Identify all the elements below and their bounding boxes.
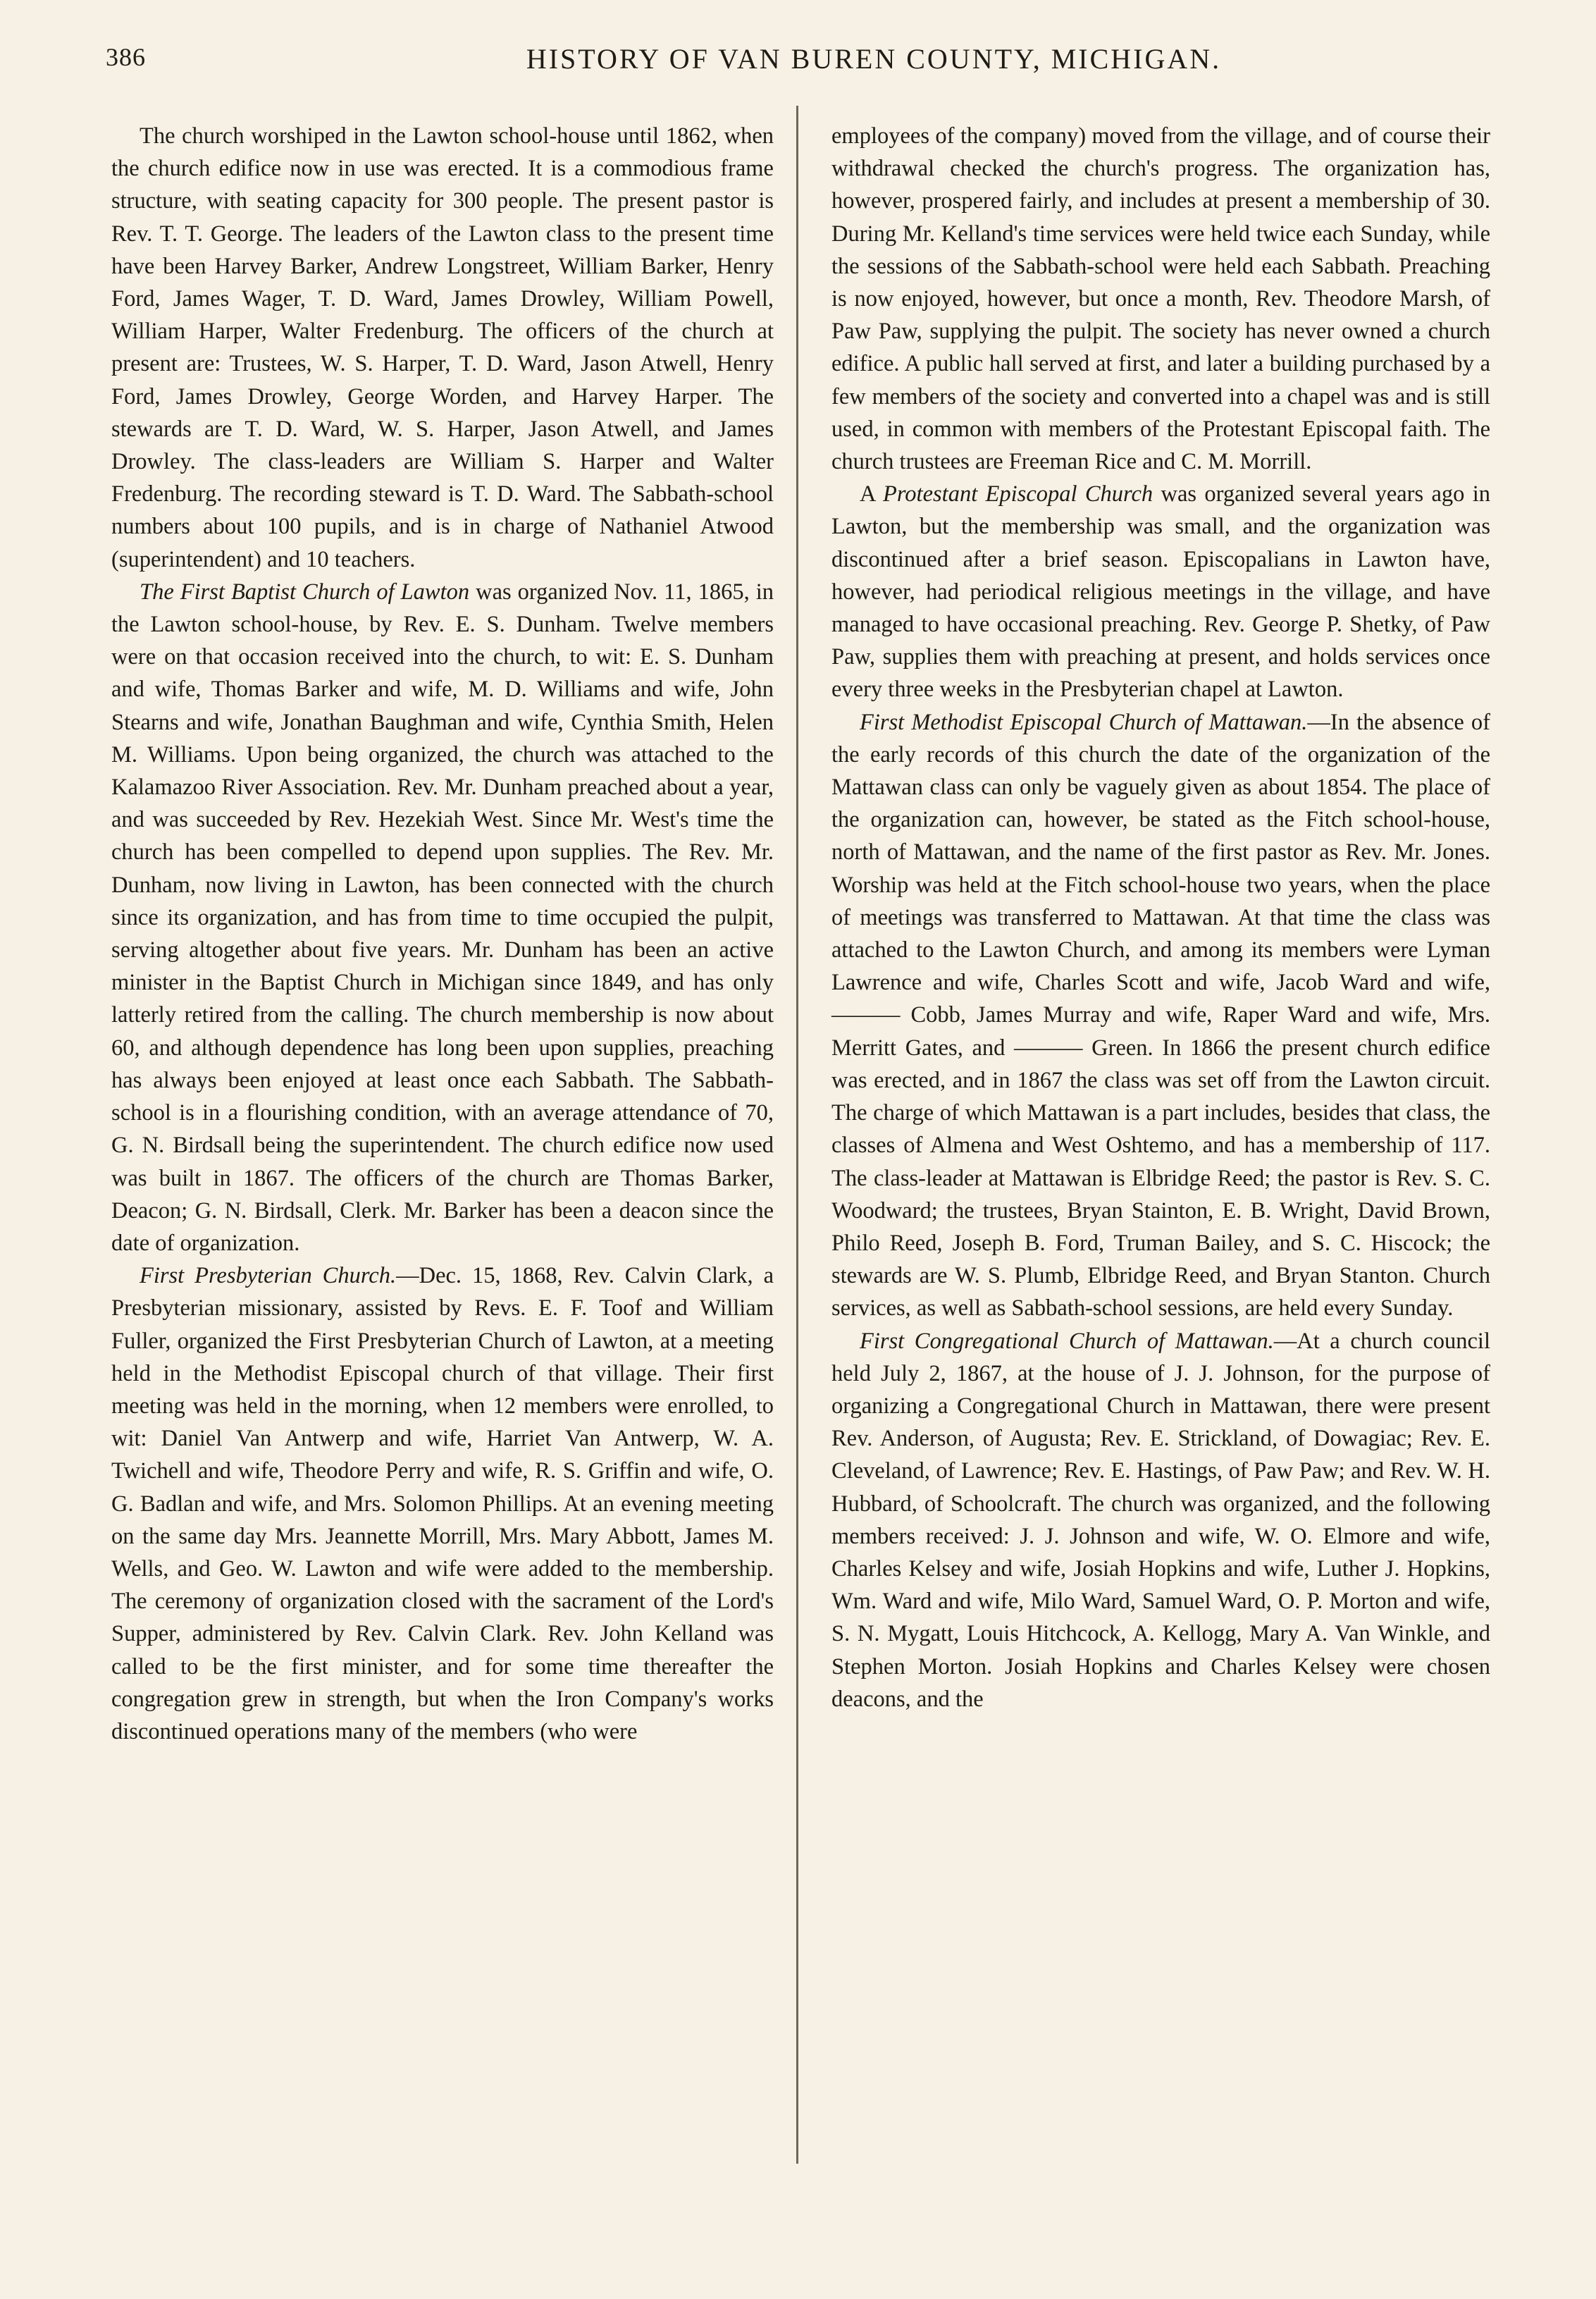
- section-heading: Protestant Episcopal Church: [883, 481, 1153, 507]
- running-title: HISTORY OF VAN BUREN COUNTY, MICHIGAN.: [526, 43, 1222, 75]
- right-column: [831, 120, 1490, 1715]
- paragraph: [831, 706, 1490, 1325]
- page-header: [106, 42, 1501, 85]
- paragraph-lead: A: [860, 481, 884, 507]
- section-heading: The First Baptist Church of Lawton: [140, 579, 470, 605]
- paragraph: [111, 120, 774, 576]
- paragraph: [831, 478, 1490, 705]
- paragraph-text: was organized Nov. 11, 1865, in the Lawton school-house, by Rev. E. S. Dunham. Twelve members were on that occasion received into the church, to wit: E. S. Dunham and wife, Thomas Barker and wife, M. D. Williams and wife, John Stearns and wife, Jonathan Baughman and wife, Cynthia Smith, Helen M. Williams. Upon being organized, the church was attached to the Kalamazoo River Association. Rev. Mr. Dunham preached about a year, and was succeeded by Rev. Hezekiah West. Since Mr. West's time the church has been compelled to depend upon supplies. The Rev. Mr. Dunham, now living in Lawton, has been connected with the church since its organization, and has from time to time occupied the pulpit, serving altogether about five years. Mr. Dunham has been an active minister in the Baptist Church in Michigan since 1849, and has only latterly retired from the calling. The church membership is now about 60, and although dependence has long been upon supplies, preaching has always been enjoyed at least once each Sabbath. The Sabbath-school is in a flourishing condition, with an average attendance of 70, G. N. Birdsall being the superintendent. The church edifice now used was built in 1867. The officers of the church are Thomas Barker, Deacon; G. N. Birdsall, Clerk. Mr. Barker has been a deacon since the date of organization.: [111, 579, 774, 1256]
- column-divider: [796, 106, 798, 2164]
- paragraph-text: —At a church council held July 2, 1867, at the house of J. J. Johnson, for the purpose of organizing a Congregational Church in Mattawan, there were present Rev. Anderson, of Augusta; Rev. E. Strickland, of Dowagiac; Rev. E. Cleveland, of Lawrence; Rev. E. Hastings, of Paw Paw; and Rev. W. H. Hubbard, of Schoolcraft. The church was organized, and the following members received: J. J. Johnson and wife, W. O. Elmore and wife, Charles Kelsey and wife, Josiah Hopkins and wife, Luther J. Hopkins, Wm. Ward and wife, Milo Ward, Samuel Ward, O. P. Morton and wife, S. N. Mygatt, Louis Hitchcock, A. Kellogg, Mary A. Van Winkle, and Stephen Morton. Josiah Hopkins and Charles Kelsey were chosen deacons, and the: [831, 1328, 1490, 1712]
- page-number: 386: [106, 43, 146, 71]
- paragraph: [831, 1325, 1490, 1715]
- paragraph-text: The church worshiped in the Lawton school-house until 1862, when the church edifice now in use was erected. It is a commodious frame structure, with seating capacity for 300 people. The present pastor is Rev. T. T. George. The leaders of the Lawton class to the present time have been Harvey Barker, Andrew Longstreet, William Barker, Henry Ford, James Wager, T. D. Ward, James Drowley, William Powell, William Harper, Walter Fredenburg. The officers of the church at present are: Trustees, W. S. Harper, T. D. Ward, Jason Atwell, Henry Ford, James Drowley, George Worden, and Harvey Harper. The stewards are T. D. Ward, W. S. Harper, Jason Atwell, and James Drowley. The class-leaders are William S. Harper and Walter Fredenburg. The recording steward is T. D. Ward. The Sabbath-school numbers about 100 pupils, and is in charge of Nathaniel Atwood (superintendent) and 10 teachers.: [111, 123, 774, 572]
- paragraph-text: employees of the company) moved from the village, and of course their withdrawal checked the church's progress. The organization has, however, prospered fairly, and includes at present a membership of 30. During Mr. Kelland's time services were held twice each Sunday, while the sessions of the Sabbath-school were held each Sabbath. Preaching is now enjoyed, however, but once a month, Rev. Theodore Marsh, of Paw Paw, supplying the pulpit. The society has never owned a church edifice. A public hall served at first, and later a building purchased by a few members of the society and converted into a chapel was and is still used, in common with members of the Protestant Episcopal faith. The church trustees are Freeman Rice and C. M. Morrill.: [831, 123, 1490, 475]
- paragraph-text: was organized several years ago in Lawton, but the membership was small, and the organization was discontinued after a brief season. Episcopalians in Lawton have, however, had periodical religious meetings in the village, and have managed to have occasional preaching. Rev. George P. Shetky, of Paw Paw, supplies them with preaching at present, and holds services once every three weeks in the Presbyterian chapel at Lawton.: [831, 481, 1490, 703]
- left-column: [111, 120, 774, 1748]
- section-heading: First Presbyterian Church.: [140, 1263, 397, 1289]
- paragraph: [111, 1259, 774, 1748]
- section-heading: First Congregational Church of Mattawan.: [860, 1328, 1274, 1354]
- paragraph: [831, 120, 1490, 478]
- section-heading: First Methodist Episcopal Church of Mattawan.: [860, 709, 1308, 735]
- paragraph-text: —Dec. 15, 1868, Rev. Calvin Clark, a Presbyterian missionary, assisted by Revs. E. F. Toof and William Fuller, organized the First Presbyterian Church of Lawton, at a meeting held in the Methodist Episcopal church of that village. Their first meeting was held in the morning, when 12 members were enrolled, to wit: Daniel Van Antwerp and wife, Harriet Van Antwerp, W. A. Twichell and wife, Theodore Perry and wife, R. S. Griffin and wife, O. G. Badlan and wife, and Mrs. Solomon Phillips. At an evening meeting on the same day Mrs. Jeannette Morrill, Mrs. Mary Abbott, James M. Wells, and Geo. W. Lawton and wife were added to the membership. The ceremony of organization closed with the sacrament of the Lord's Supper, administered by Rev. Calvin Clark. Rev. John Kelland was called to be the first minister, and for some time thereafter the congregation grew in strength, but when the Iron Company's works discontinued operations many of the members (who were: [111, 1263, 774, 1744]
- paragraph: [111, 576, 774, 1259]
- paragraph-text: —In the absence of the early records of this church the date of the organization of the Mattawan class can only be vaguely given as about 1854. The place of the organization can, however, be stated as the Fitch school-house, north of Mattawan, and the name of the first pastor as Rev. Mr. Jones. Worship was held at the Fitch school-house two years, when the place of meetings was transferred to Mattawan. At that time the class was attached to the Lawton Church, and among its members were Lyman Lawrence and wife, Charles Scott and wife, Jacob Ward and wife, ——— Cobb, James Murray and wife, Raper Ward and wife, Mrs. Merritt Gates, and ——— Green. In 1866 the present church edifice was erected, and in 1867 the class was set off from the Lawton circuit. The charge of which Mattawan is a part includes, besides that class, the classes of Almena and West Oshtemo, and has a membership of 117. The class-leader at Mattawan is Elbridge Reed; the pastor is Rev. S. C. Woodward; the trustees, Bryan Stainton, E. B. Wright, David Brown, Philo Reed, Joseph B. Ford, Truman Bailey, and S. C. Hiscock; the stewards are W. S. Plumb, Elbridge Reed, and Bryan Stanton. Church services, as well as Sabbath-school sessions, are held every Sunday.: [831, 709, 1491, 1321]
